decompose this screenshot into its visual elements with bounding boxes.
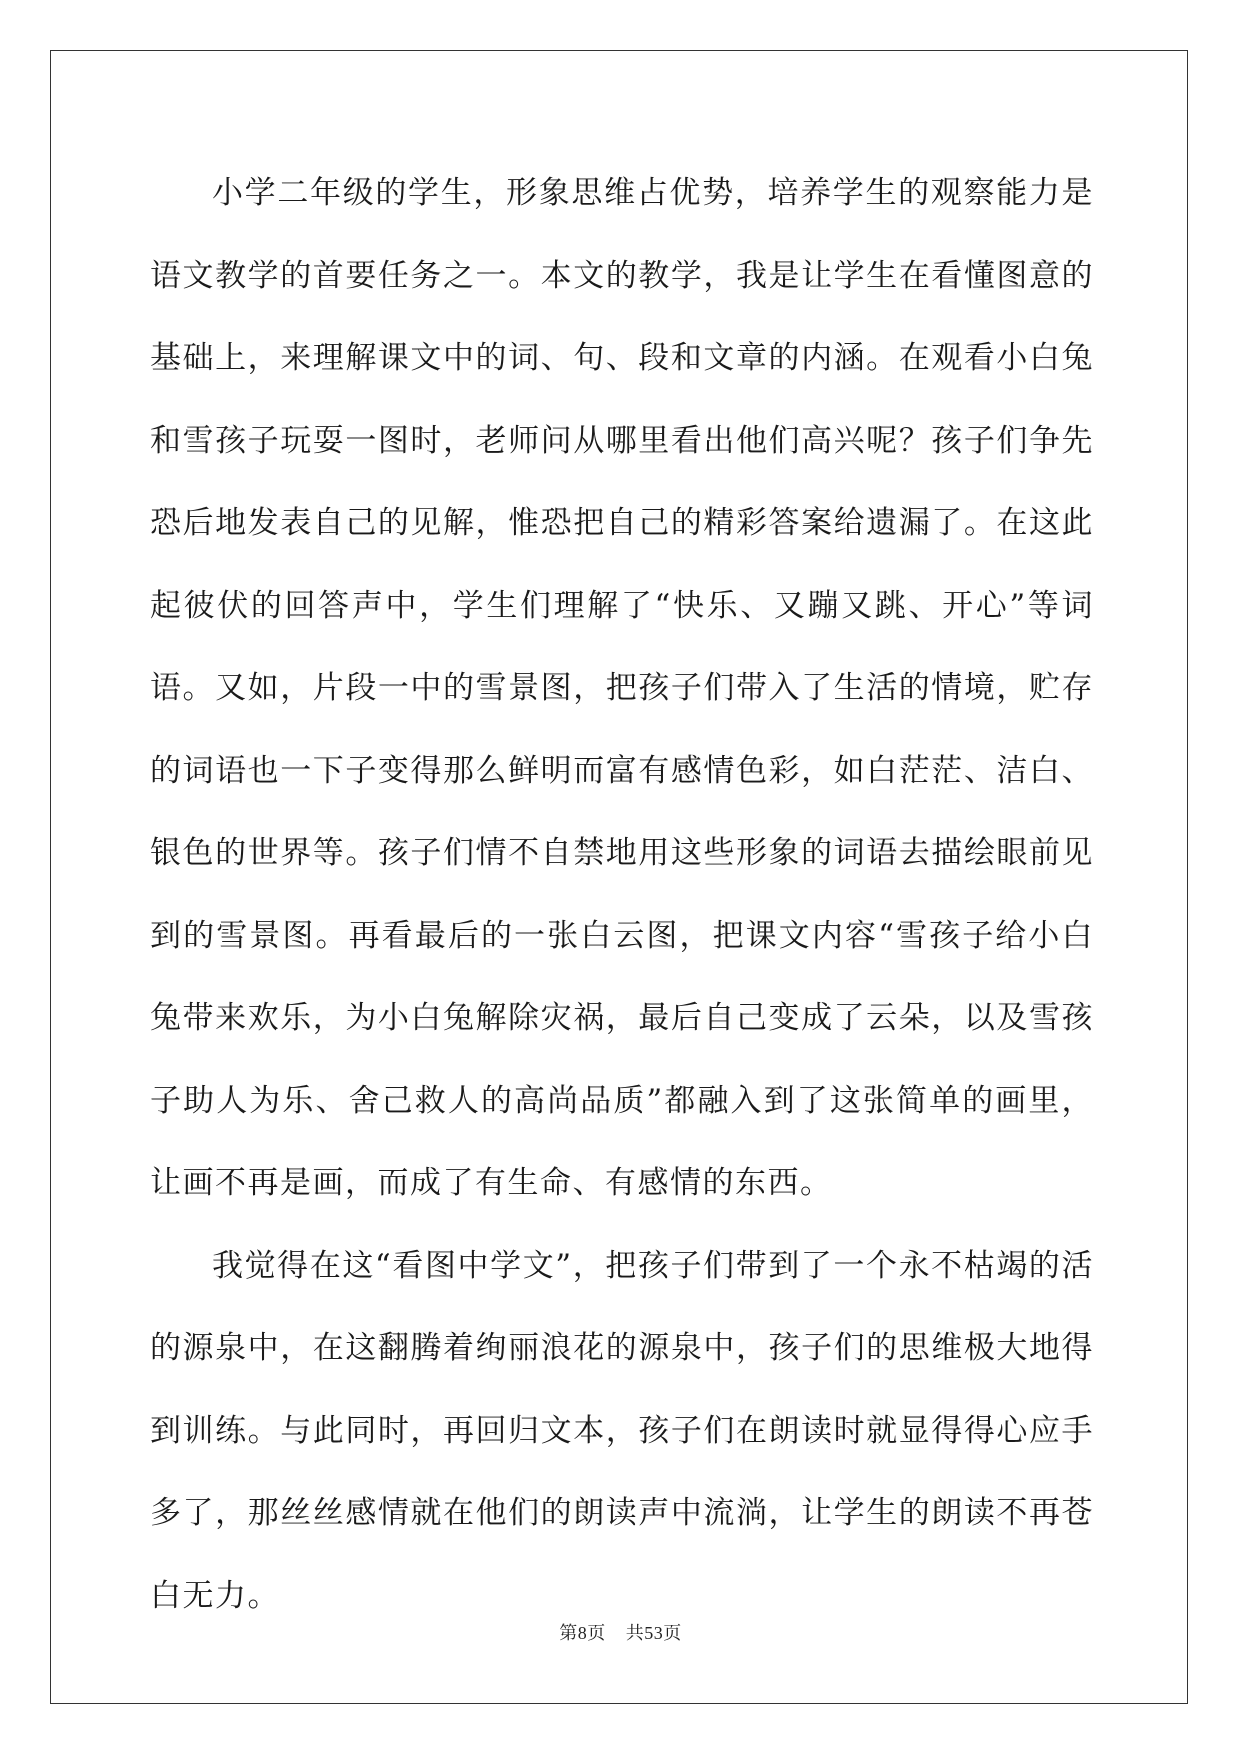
total-pages: 共53页: [625, 1623, 682, 1643]
paragraph-1: 小学二年级的学生，形象思维占优势，培养学生的观察能力是语文教学的首要任务之一。本文的教学，我是让学生在看懂图意的基础上，来理解课文中的词、句、段和文章的内涵。在观看小白兔和雪孩子玩耍一图时，老师问从哪里看出他们高兴呢？孩子们争先恐后地发表自己的见解，惟恐把自己的精彩答案给遗漏了。在这此起彼伏的回答声中，学生们理解了“快乐、又蹦又跳、开心”等词语。又如，片段一中的雪景图，把孩子们带入了生活的情境，贮存的词语也一下子变得那么鲜明而富有感情色彩，如白茫茫、洁白、银色的世界等。孩子们情不自禁地用这些形象的词语去描绘眼前见到的雪景图。再看最后的一张白云图，把课文内容“雪孩子给小白兔带来欢乐，为小白兔解除灾祸，最后自己变成了云朵，以及雪孩子助人为乐、舍己救人的高尚品质”都融入到了这张简单的画里，让画不再是画，而成了有生命、有感情的东西。: [150, 175, 1094, 1201]
page-number: 第8页: [559, 1623, 606, 1643]
page-footer: [0, 1619, 1241, 1645]
paragraph-2: 我觉得在这“看图中学文”，把孩子们带到了一个永不枯竭的活的源泉中，在这翻腾着绚丽浪花的源泉中，孩子们的思维极大地得到训练。与此同时，再回归文本，孩子们在朗读时就显得得心应手多了，那丝丝感情就在他们的朗读声中流淌，让学生的朗读不再苍白无力。: [150, 1247, 1094, 1614]
document-body: [150, 152, 1094, 1637]
